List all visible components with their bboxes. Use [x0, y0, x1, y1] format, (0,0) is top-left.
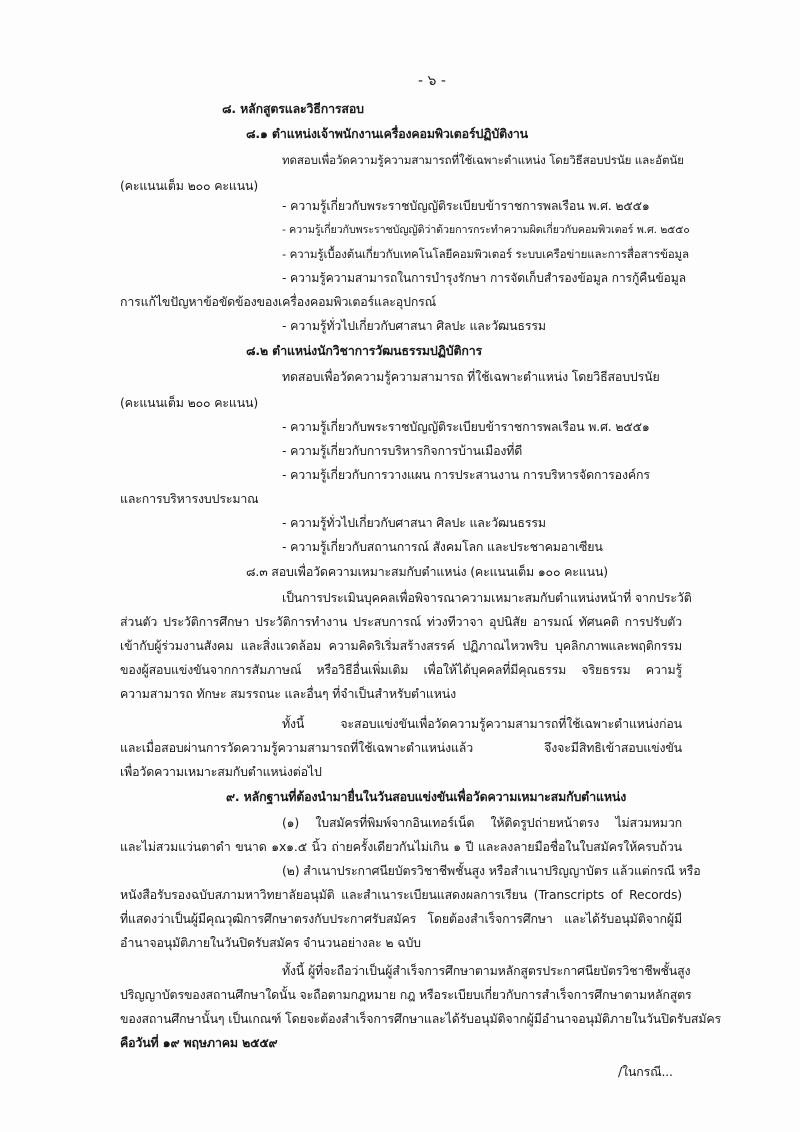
- list-item: - ความรู้เกี่ยวกับการบริหารกิจการบ้านเมืองที่ดี: [282, 443, 523, 458]
- section-8-1-intro-score: (คะแนนเต็ม ๒๐๐ คะแนน): [120, 178, 259, 193]
- paragraph-line: หนังสือรับรองฉบับสภามหาวิทยาลัยอนุมัติ และสำเนาระเบียนแสดงผลการเรียน (Transcripts of Records): [120, 887, 682, 902]
- paragraph-line: ทั้งนี้ ผู้ที่จะถือว่าเป็นผู้สำเร็จการศึกษาตามหลักสูตรประกาศนียบัตรวิชาชีพชั้นสูง: [282, 963, 691, 978]
- section-8-heading: ๘. หลักสูตรและวิธีการสอบ: [222, 101, 364, 116]
- list-item: - ความรู้เกี่ยวกับพระราชบัญญัติระเบียบข้าราชการพลเรือน พ.ศ. ๒๕๕๑: [282, 198, 650, 213]
- list-item: - ความรู้ทั่วไปเกี่ยวกับศาสนา ศิลปะ และวัฒนธรรม: [282, 515, 546, 530]
- paragraph-line: และไม่สวมแว่นตาดำ ขนาด ๑x๑.๕ นิ้ว ถ่ายครั้งเดียวกันไม่เกิน ๑ ปี และลงลายมือชื่อในใบสมัครให้ครบถ้วน: [120, 839, 682, 854]
- paragraph-line: เข้ากับผู้ร่วมงานสังคม และสิ่งแวดล้อม ความคิดริเริ่มสร้างสรรค์ ปฏิภาณไหวพริบ บุคลิกภาพและพฤติกรรม: [120, 638, 682, 653]
- section-8-1-intro: ทดสอบเพื่อวัดความรู้ความสามารถที่ใช้เฉพาะตำแหน่ง โดยวิธีสอบปรนัย และอัตนัย: [282, 153, 684, 167]
- paragraph-line: (๒) สำเนาประกาศนียบัตรวิชาชีพชั้นสูง หรือสำเนาปริญญาบัตร แล้วแต่กรณี หรือ: [282, 863, 701, 878]
- paragraph-line: อำนาจอนุมัติภายในวันปิดรับสมัคร จำนวนอย่างละ ๒ ฉบับ: [120, 935, 421, 950]
- section-8-2-heading: ๘.๒ ตำแหน่งนักวิชาการวัฒนธรรมปฏิบัติการ: [246, 343, 483, 358]
- paragraph-line: ส่วนตัว ประวัติการศึกษา ประวัติการทำงาน ประสบการณ์ ท่วงทีวาจา อุปนิสัย อารมณ์ ทัศนคติ การปรับตัว: [120, 614, 682, 629]
- paragraph-line: เป็นการประเมินบุคคลเพื่อพิจารณาความเหมาะสมกับตำแหน่งหน้าที่ จากประวัติ: [282, 590, 692, 605]
- section-9-heading: ๙. หลักฐานที่ต้องนำมายื่นในวันสอบแข่งขันเพื่อวัดความเหมาะสมกับตำแหน่ง: [226, 789, 627, 804]
- list-item: - ความรู้เกี่ยวกับพระราชบัญญัติว่าด้วยการกระทำความผิดเกี่ยวกับคอมพิวเตอร์ พ.ศ. ๒๕๕๐: [282, 223, 690, 236]
- paragraph-line: ปริญญาบัตรของสถานศึกษาใดนั้น จะถือตามกฎหมาย กฎ หรือระเบียบเกี่ยวกับการสำเร็จการศึกษาตามหลักสูตร: [120, 987, 692, 1002]
- page-number: - ๖ -: [418, 73, 446, 89]
- list-item: - ความรู้เกี่ยวกับการวางแผน การประสานงาน การบริหารจัดการองค์กร: [282, 467, 650, 482]
- paragraph-line: ที่แสดงว่าเป็นผู้มีคุณวุฒิการศึกษาตรงกับประกาศรับสมัคร โดยต้องสำเร็จการศึกษา และได้รับอนุมัติจากผู้มี: [120, 911, 682, 926]
- list-item: - ความรู้เกี่ยวกับพระราชบัญญัติระเบียบข้าราชการพลเรือน พ.ศ. ๒๕๕๑: [282, 419, 650, 434]
- list-item: - ความรู้ทั่วไปเกี่ยวกับศาสนา ศิลปะ และวัฒนธรรม: [282, 318, 546, 333]
- section-8-1-heading: ๘.๑ ตำแหน่งเจ้าพนักงานเครื่องคอมพิวเตอร์ปฏิบัติงาน: [246, 126, 528, 141]
- closing-date: คือวันที่ ๑๙ พฤษภาคม ๒๕๕๙: [120, 1035, 278, 1050]
- paragraph-line: เพื่อวัดความเหมาะสมกับตำแหน่งต่อไป: [120, 764, 322, 779]
- section-8-2-intro: ทดสอบเพื่อวัดความรู้ความสามารถ ที่ใช้เฉพาะตำแหน่ง โดยวิธีสอบปรนัย: [282, 369, 660, 384]
- section-8-2-intro-score: (คะแนนเต็ม ๒๐๐ คะแนน): [120, 395, 259, 410]
- list-item-continuation: และการบริหารงบประมาณ: [120, 491, 259, 506]
- list-item: - ความรู้เกี่ยวกับสถานการณ์ สังคมโลก และประชาคมอาเซียน: [282, 539, 603, 554]
- paragraph-line: (๑) ใบสมัครที่พิมพ์จากอินเทอร์เน็ต ให้ติดรูปถ่ายหน้าตรง ไม่สวมหมวก: [282, 815, 682, 830]
- paragraph-line: ทั้งนี้ จะสอบแข่งขันเพื่อวัดความรู้ความสามารถที่ใช้เฉพาะตำแหน่งก่อน: [282, 716, 682, 731]
- paragraph-line: ของสถานศึกษานั้นๆ เป็นเกณฑ์ โดยจะต้องสำเร็จการศึกษาและได้รับอนุมัติจากผู้มีอำนาจอนุมัติภายในวันปิดรับสมัคร: [120, 1011, 722, 1026]
- paragraph-line: ของผู้สอบแข่งขันจากการสัมภาษณ์ หรือวิธีอื่นเพิ่มเติม เพื่อให้ได้บุคคลที่มีคุณธรรม จริยธรรม ความรู้: [120, 662, 682, 677]
- list-item: - ความรู้ความสามารถในการบำรุงรักษา การจัดเก็บสำรองข้อมูล การกู้คืนข้อมูล: [282, 271, 686, 285]
- list-item: - ความรู้เบื้องต้นเกี่ยวกับเทคโนโลยีคอมพิวเตอร์ ระบบเครือข่ายและการสื่อสารข้อมูล: [282, 247, 690, 261]
- section-8-3-heading: ๘.๓ สอบเพื่อวัดความเหมาะสมกับตำแหน่ง (คะแนนเต็ม ๑๐๐ คะแนน): [246, 564, 608, 579]
- paragraph-line: ความสามารถ ทักษะ สมรรถนะ และอื่นๆ ที่จำเป็นสำหรับตำแหน่ง: [120, 686, 456, 701]
- continuation-marker: /ในกรณี...: [618, 1064, 673, 1079]
- list-item-continuation: การแก้ไขปัญหาข้อขัดข้องของเครื่องคอมพิวเตอร์และอุปกรณ์: [120, 294, 437, 309]
- paragraph-line: และเมื่อสอบผ่านการวัดความรู้ความสามารถที่ใช้เฉพาะตำแหน่งแล้ว จึงจะมีสิทธิเข้าสอบแข่งขัน: [120, 740, 682, 755]
